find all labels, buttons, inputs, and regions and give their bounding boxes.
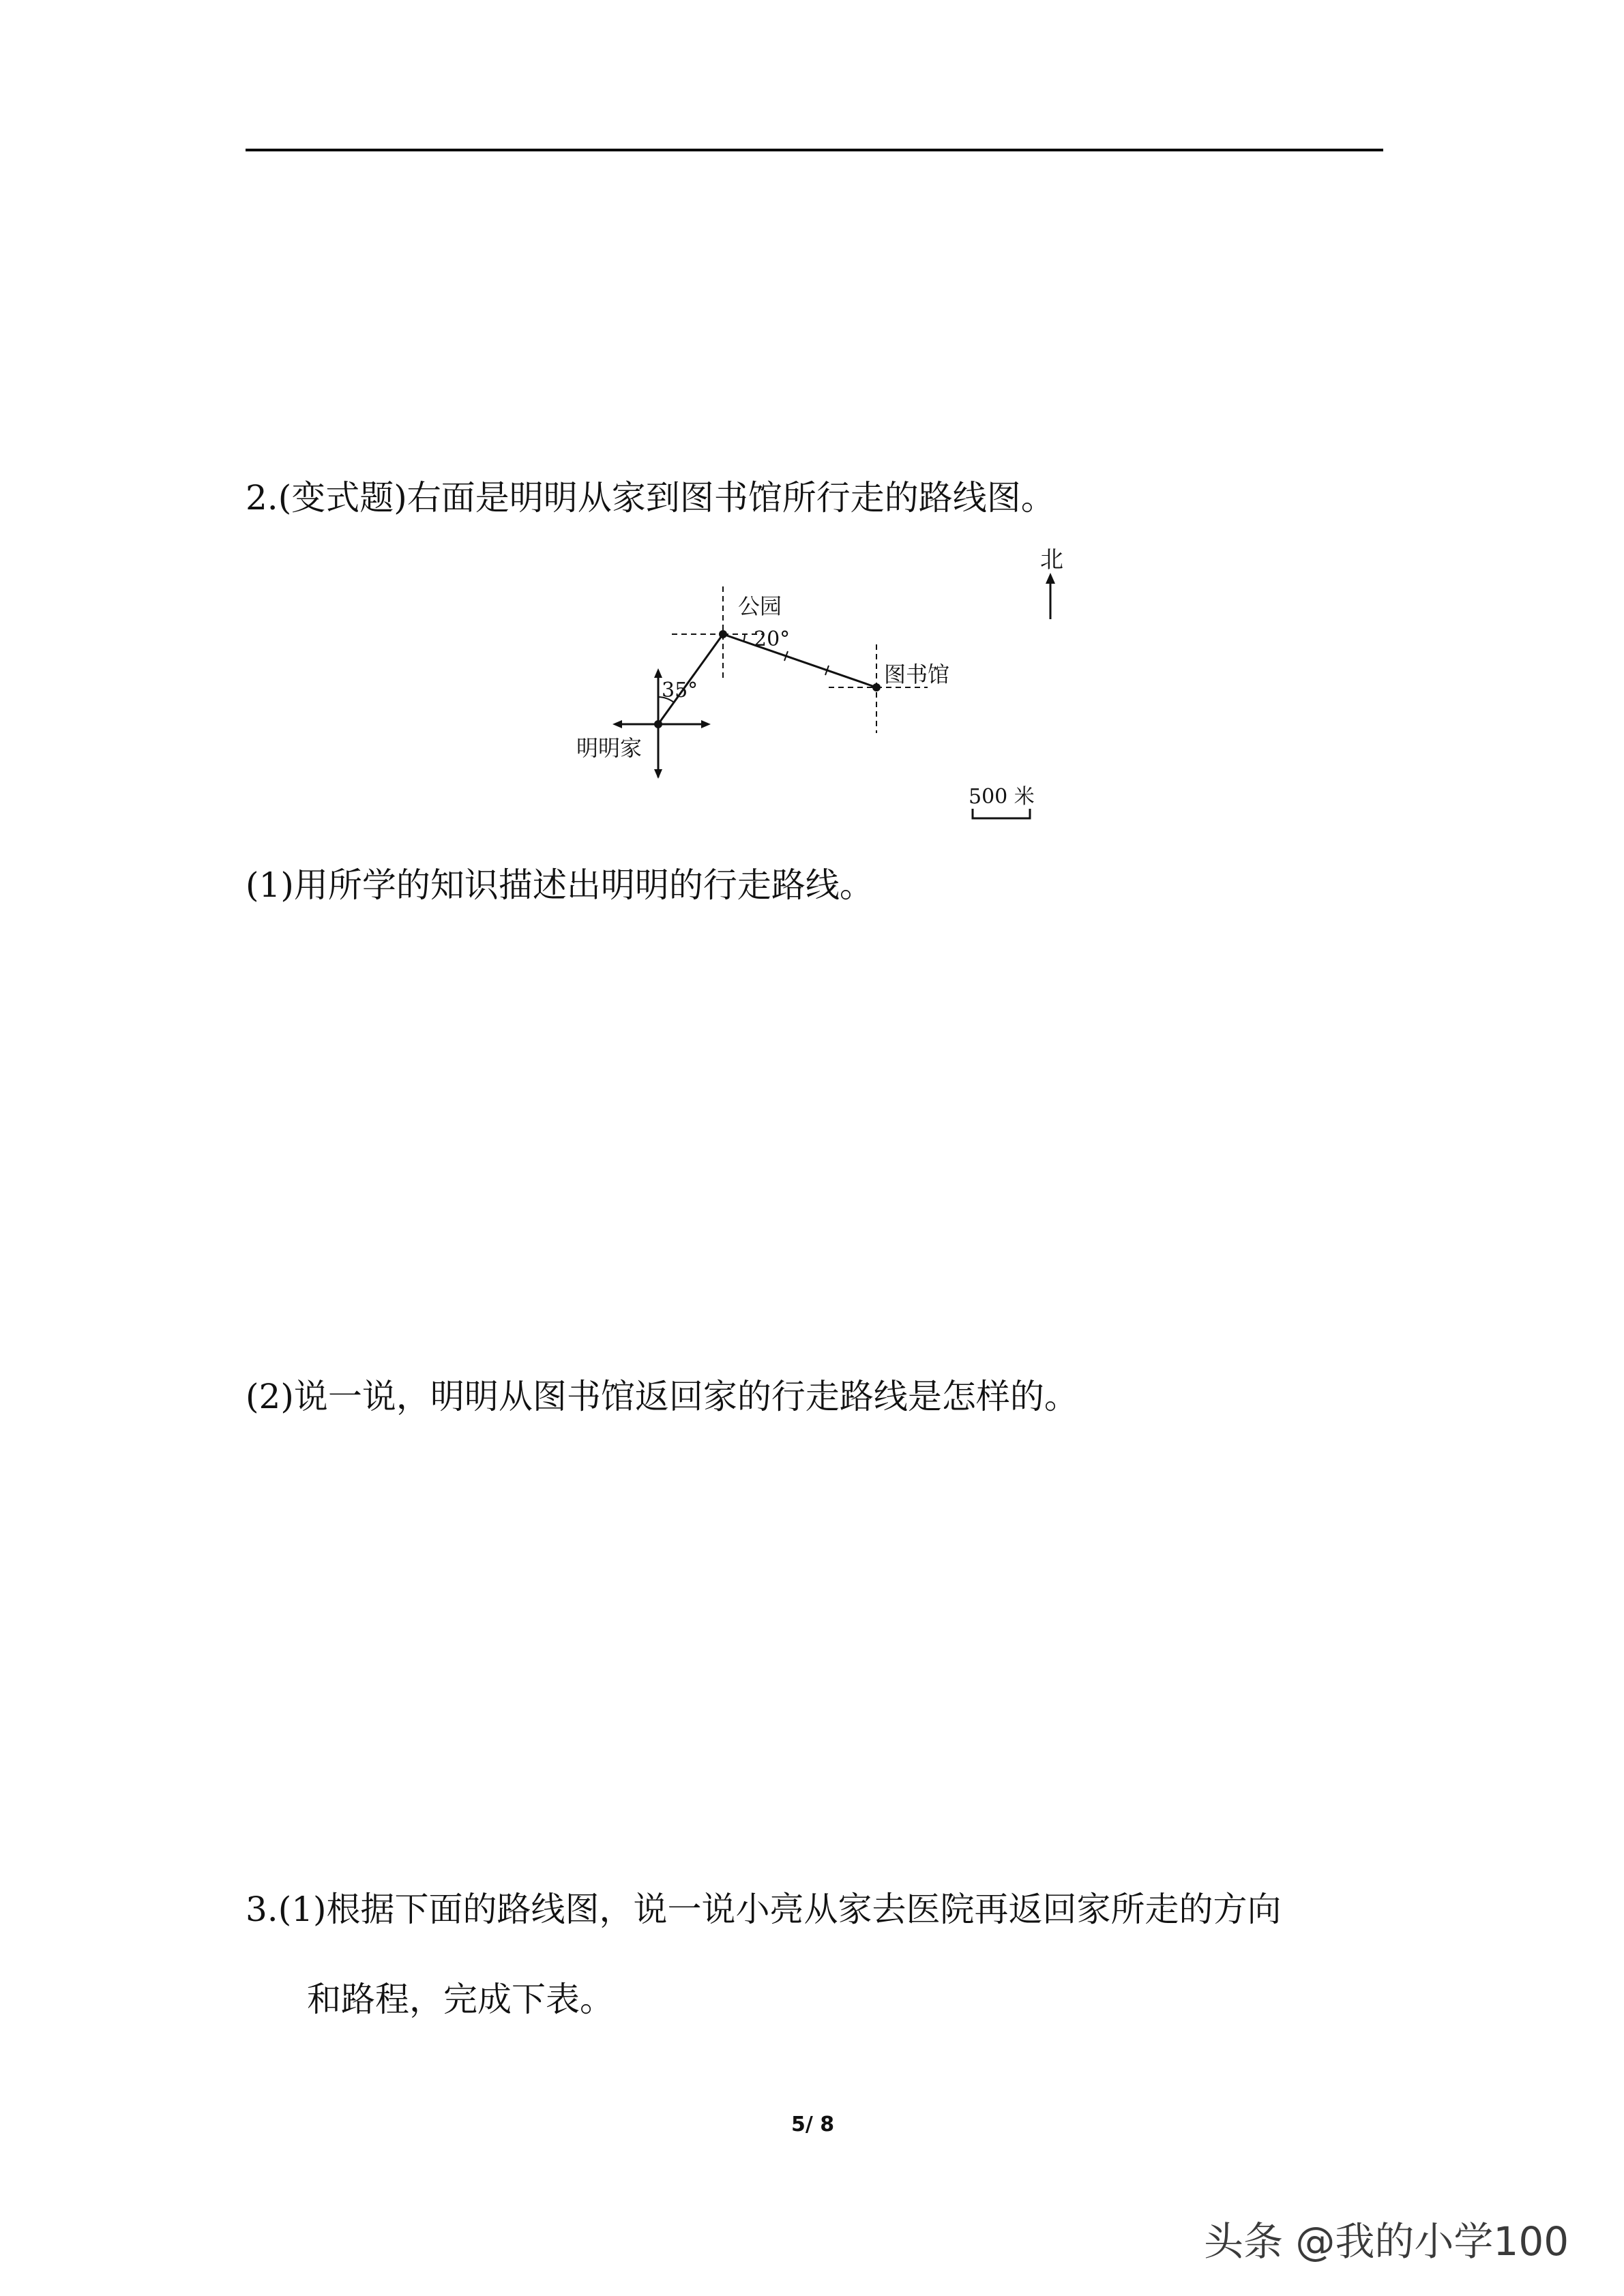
- library-point: [872, 683, 881, 691]
- scale-label: 500 米: [969, 785, 1035, 809]
- question-2-stem: 2.(变式题)右面是明明从家到图书馆所行走的路线图。: [246, 478, 1055, 518]
- question-2-part-1: (1)用所学的知识描述出明明的行走路线。: [246, 865, 874, 905]
- library-label: 图书馆: [884, 661, 950, 687]
- park-label: 公园: [738, 593, 782, 619]
- route-diagram: [559, 539, 1091, 846]
- angle-label-home: 35°: [662, 679, 698, 702]
- home-point: [654, 720, 662, 728]
- scale-bar: [973, 809, 1030, 818]
- header-rule: [246, 149, 1383, 151]
- route-park-to-library: [723, 634, 876, 687]
- north-arrow-icon: [1046, 573, 1055, 619]
- question-3-line-2: 和路程，完成下表。: [307, 1980, 614, 2019]
- park-point: [719, 630, 727, 638]
- angle-label-park: 20°: [754, 627, 791, 651]
- question-3-line-1: 3.(1)根据下面的路线图，说一说小亮从家去医院再返回家所走的方向: [246, 1890, 1282, 1929]
- page-number: 5/ 8: [791, 2113, 835, 2136]
- watermark: 头条 @我的小学100: [1204, 2218, 1569, 2265]
- angle-arc-park: [743, 634, 745, 642]
- north-label: 北: [1040, 546, 1063, 573]
- question-2-part-2: (2)说一说，明明从图书馆返回家的行走路线是怎样的。: [246, 1377, 1078, 1416]
- home-label: 明明家: [576, 735, 643, 761]
